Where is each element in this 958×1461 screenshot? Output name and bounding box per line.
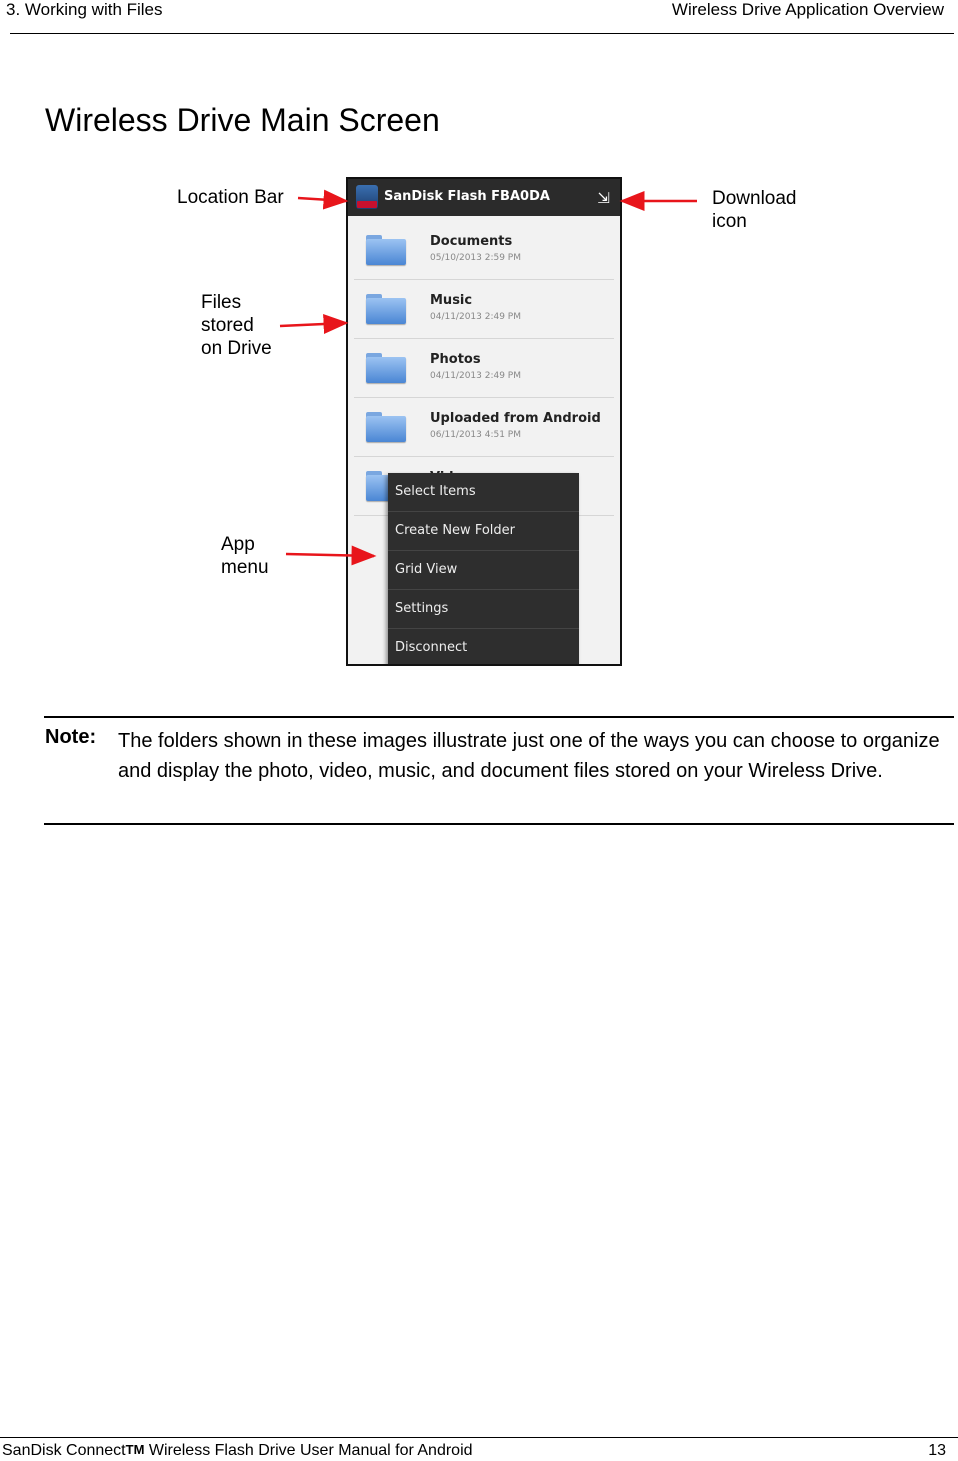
- arrow-location-bar: [298, 198, 346, 201]
- folder-date: 04/11/2013 2:49 PM: [430, 371, 521, 381]
- menu-item-create-new-folder[interactable]: Create New Folder: [388, 512, 579, 551]
- page-title: Wireless Drive Main Screen: [45, 102, 440, 138]
- menu-item-grid-view[interactable]: Grid View: [388, 551, 579, 590]
- menu-item-settings[interactable]: Settings: [388, 590, 579, 629]
- callout-download-icon: Download icon: [712, 188, 797, 232]
- menu-item-select-items[interactable]: Select Items: [388, 473, 579, 512]
- folder-name: Documents: [430, 234, 513, 249]
- page-number: 13: [928, 1442, 946, 1459]
- location-bar-title: SanDisk Flash FBA0DA: [384, 189, 550, 204]
- header-section: Wireless Drive Application Overview: [671, 0, 944, 19]
- note-top-rule: [44, 716, 954, 718]
- callout-app-menu: App menu: [221, 534, 269, 578]
- note-label: Note:: [45, 726, 97, 748]
- callout-files-stored: Files stored on Drive: [201, 292, 272, 359]
- callout-location-bar: Location Bar: [177, 187, 284, 208]
- note-text: The folders shown in these images illustrate just one of the ways you can choose to organize and display the photo, video, music, and document files stored on your Wireless Drive.: [118, 730, 940, 782]
- folder-date: 04/11/2013 2:49 PM: [430, 312, 521, 322]
- arrow-files-stored: [280, 323, 346, 326]
- arrow-app-menu: [286, 554, 374, 556]
- folder-name: Photos: [430, 352, 481, 367]
- footer-title: SanDisk Connect™ Wireless Flash Drive User Manual for Android: [2, 1442, 473, 1459]
- menu-item-disconnect[interactable]: Disconnect: [395, 640, 468, 655]
- folder-date: 05/10/2013 2:59 PM: [430, 253, 521, 263]
- folder-date: 06/11/2013 4:51 PM: [430, 430, 521, 440]
- note-bottom-rule: [44, 823, 954, 825]
- folder-name: Uploaded from Android: [430, 411, 601, 426]
- folder-name: Music: [430, 293, 473, 308]
- header-chapter: 3. Working with Files: [6, 0, 163, 19]
- callout-arrows: [0, 0, 958, 700]
- footer-divider: [0, 1437, 958, 1438]
- download-icon[interactable]: ⇲: [597, 189, 610, 207]
